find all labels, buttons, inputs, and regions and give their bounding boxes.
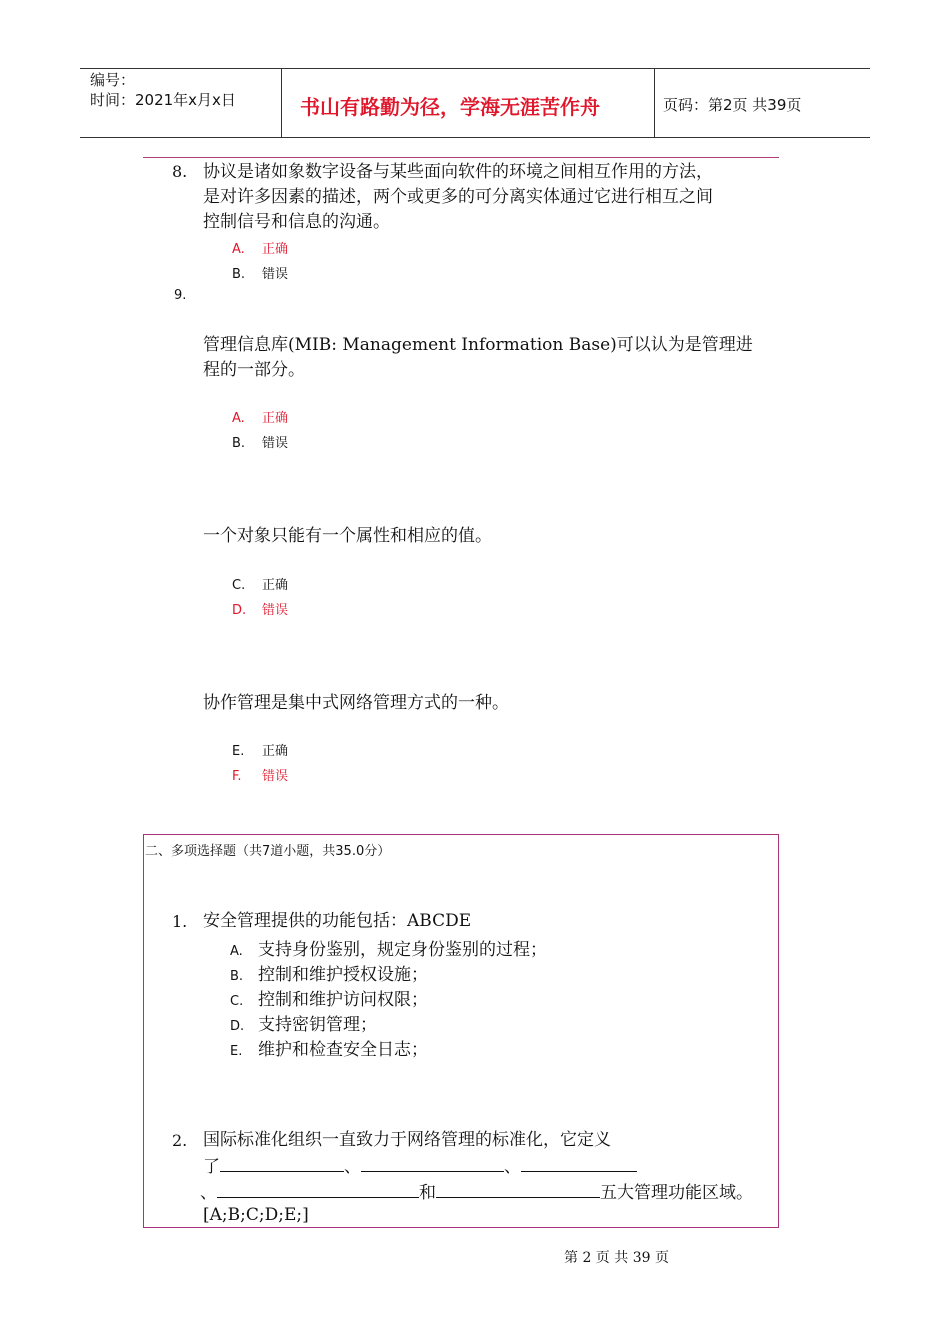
- option-d[interactable]: D. 支持密钥管理；: [230, 1015, 377, 1035]
- answer-blank[interactable]: [436, 1179, 600, 1198]
- question-text: 国际标准化组织一直致力于网络管理的标准化，它定义: [203, 1130, 611, 1150]
- question-10-text: 一个对象只能有一个属性和相应的值。: [203, 526, 492, 546]
- section-rule: [143, 157, 779, 158]
- option-e[interactable]: E. 正确: [232, 744, 289, 759]
- question-number: 8.: [172, 162, 188, 181]
- question-number: 2.: [172, 1131, 188, 1150]
- option-a[interactable]: A. 正确: [232, 411, 289, 426]
- question-line: 是对许多因素的描述，两个或更多的可分离实体通过它进行相互之间: [203, 187, 713, 207]
- question-11-text: 协作管理是集中式网络管理方式的一种。: [203, 693, 509, 713]
- option-e[interactable]: E. 维护和检查安全日志；: [230, 1040, 428, 1060]
- question-line: 管理信息库(MIB: Management Information Base)可以认为是管理进: [203, 335, 753, 355]
- doc-id-label: 编号：: [90, 71, 136, 89]
- option-b[interactable]: B. 错误: [232, 436, 289, 451]
- doc-date-label: 时间：2021年x月x日: [90, 91, 236, 109]
- option-c[interactable]: C. 控制和维护访问权限；: [230, 990, 428, 1010]
- option-a[interactable]: A. 正确: [232, 242, 289, 257]
- question-line-blanks: 、 和 五大管理功能区域。: [200, 1179, 753, 1206]
- question-line: 程的一部分。: [203, 360, 305, 380]
- page-footer: 第 2 页 共 39 页: [564, 1250, 669, 1266]
- header-motto: 书山有路勤为径，学海无涯苦作舟: [300, 95, 600, 119]
- answer-blank[interactable]: [521, 1153, 637, 1172]
- option-f[interactable]: F. 错误: [232, 769, 289, 784]
- header-divider: [281, 69, 282, 137]
- question-line-blanks: 了 、 、: [203, 1153, 637, 1180]
- header-page-info: 页码：第2页 共39页: [663, 96, 802, 114]
- answer-blank[interactable]: [217, 1179, 419, 1198]
- header-divider: [654, 69, 655, 137]
- option-a[interactable]: A. 支持身份鉴别，规定身份鉴别的过程；: [230, 940, 547, 960]
- question-8-text: [203, 160, 783, 235]
- question-9-text: [203, 333, 793, 383]
- option-d[interactable]: D. 错误: [232, 603, 289, 618]
- question-number: 9.: [174, 288, 187, 303]
- answer-key: [A;B;C;D;E;]: [203, 1205, 309, 1225]
- option-c[interactable]: C. 正确: [232, 578, 289, 593]
- question-text: 安全管理提供的功能包括：ABCDE: [203, 911, 472, 931]
- option-b[interactable]: B. 控制和维护授权设施；: [230, 965, 428, 985]
- option-b[interactable]: B. 错误: [232, 267, 289, 282]
- question-line: 协议是诸如象数字设备与某些面向软件的环境之间相互作用的方法，: [203, 162, 713, 182]
- section-title: 二、多项选择题（共7道小题，共35.0分）: [145, 844, 391, 859]
- question-line: 控制信号和信息的沟通。: [203, 212, 390, 232]
- answer-blank[interactable]: [361, 1153, 504, 1172]
- question-number: 1.: [172, 912, 188, 931]
- answer-blank[interactable]: [220, 1153, 344, 1172]
